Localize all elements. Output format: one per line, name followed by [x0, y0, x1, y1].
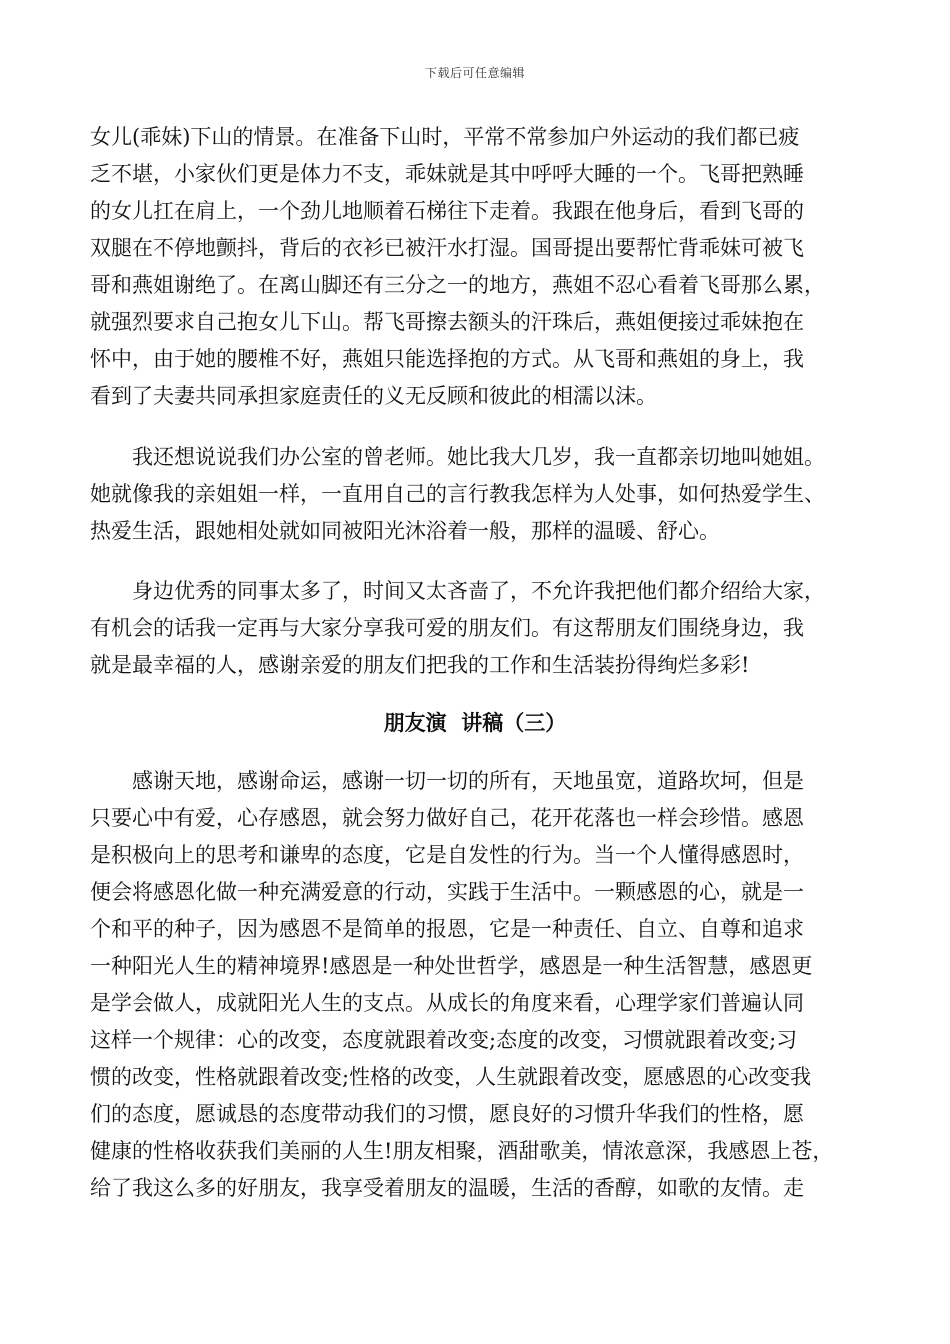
body-line: 看到了夫妻共同承担家庭责任的义无反顾和彼此的相濡以沫。: [90, 384, 657, 408]
body-line: 就强烈要求自己抱女儿下山。帮飞哥擦去额头的汗珠后，燕姐便接过乖妹抱在: [90, 310, 804, 334]
body-line: 怀中，由于她的腰椎不好，燕姐只能选择抱的方式。从飞哥和燕姐的身上，我: [90, 347, 804, 371]
body-line: 女儿(乖妹)下山的情景。在准备下山时，平常不常参加户外运动的我们都已疲: [90, 125, 800, 149]
body-line: 就是最幸福的人，感谢亲爱的朋友们把我的工作和生活装扮得绚烂多彩!: [90, 653, 750, 677]
paragraph-first-line: 感谢天地，感谢命运，感谢一切一切的所有，天地虽宽，道路坎坷，但是: [132, 769, 804, 793]
body-line: 这样一个规律：心的改变，态度就跟着改变;态度的改变，习惯就跟着改变;习: [90, 1028, 798, 1052]
body-line: 她就像我的亲姐姐一样，一直用自己的言行教我怎样为人处事，如何热爱学生、: [90, 482, 825, 506]
body-line: 只要心中有爱，心存感恩，就会努力做好自己，花开花落也一样会珍惜。感恩: [90, 806, 804, 830]
body-line: 的女儿扛在肩上，一个劲儿地顺着石梯往下走着。我跟在他身后，看到飞哥的: [90, 199, 804, 223]
body-line: 乏不堪，小家伙们更是体力不支，乖妹就是其中呼呼大睡的一个。飞哥把熟睡: [90, 162, 804, 186]
paragraph-first-line: 我还想说说我们办公室的曾老师。她比我大几岁，我一直都亲切地叫她姐。: [132, 445, 825, 469]
body-line: 一种阳光人生的精神境界!感恩是一种处世哲学，感恩是一种生活智慧，感恩更: [90, 954, 813, 978]
body-line: 们的态度，愿诚恳的态度带动我们的习惯，愿良好的习惯升华我们的性格，愿: [90, 1102, 804, 1126]
section-title: 朋友演 讲稿（三）: [383, 710, 567, 735]
body-line: 双腿在不停地颤抖，背后的衣衫已被汗水打湿。国哥提出要帮忙背乖妹可被飞: [90, 236, 804, 260]
body-line: 便会将感恩化做一种充满爱意的行动，实践于生活中。一颗感恩的心，就是一: [90, 880, 804, 904]
body-line: 有机会的话我一定再与大家分享我可爱的朋友们。有这帮朋友们围绕身边，我: [90, 616, 804, 640]
body-line: 是积极向上的思考和谦卑的态度，它是自发性的行为。当一个人懂得感恩时，: [90, 843, 804, 867]
body-line: 惯的改变，性格就跟着改变;性格的改变，人生就跟着改变，愿感恩的心改变我: [90, 1065, 812, 1089]
body-line: 给了我这么多的好朋友，我享受着朋友的温暖，生活的香醇，如歌的友情。走: [90, 1176, 804, 1200]
body-line: 热爱生活，跟她相处就如同被阳光沐浴着一般，那样的温暖、舒心。: [90, 519, 720, 543]
page-header: 下载后可任意编辑: [424, 66, 525, 80]
body-line: 健康的性格收获我们美丽的人生!朋友相聚，酒甜歌美，情浓意深，我感恩上苍，: [90, 1139, 834, 1163]
body-line: 个和平的种子，因为感恩不是简单的报恩，它是一种责任、自立、自尊和追求: [90, 917, 804, 941]
body-line: 哥和燕姐谢绝了。在离山脚还有三分之一的地方，燕姐不忍心看着飞哥那么累，: [90, 273, 825, 297]
body-line: 是学会做人，成就阳光人生的支点。从成长的角度来看，心理学家们普遍认同: [90, 991, 804, 1015]
paragraph-first-line: 身边优秀的同事太多了，时间又太吝啬了，不允许我把他们都介绍给大家，: [132, 579, 825, 603]
